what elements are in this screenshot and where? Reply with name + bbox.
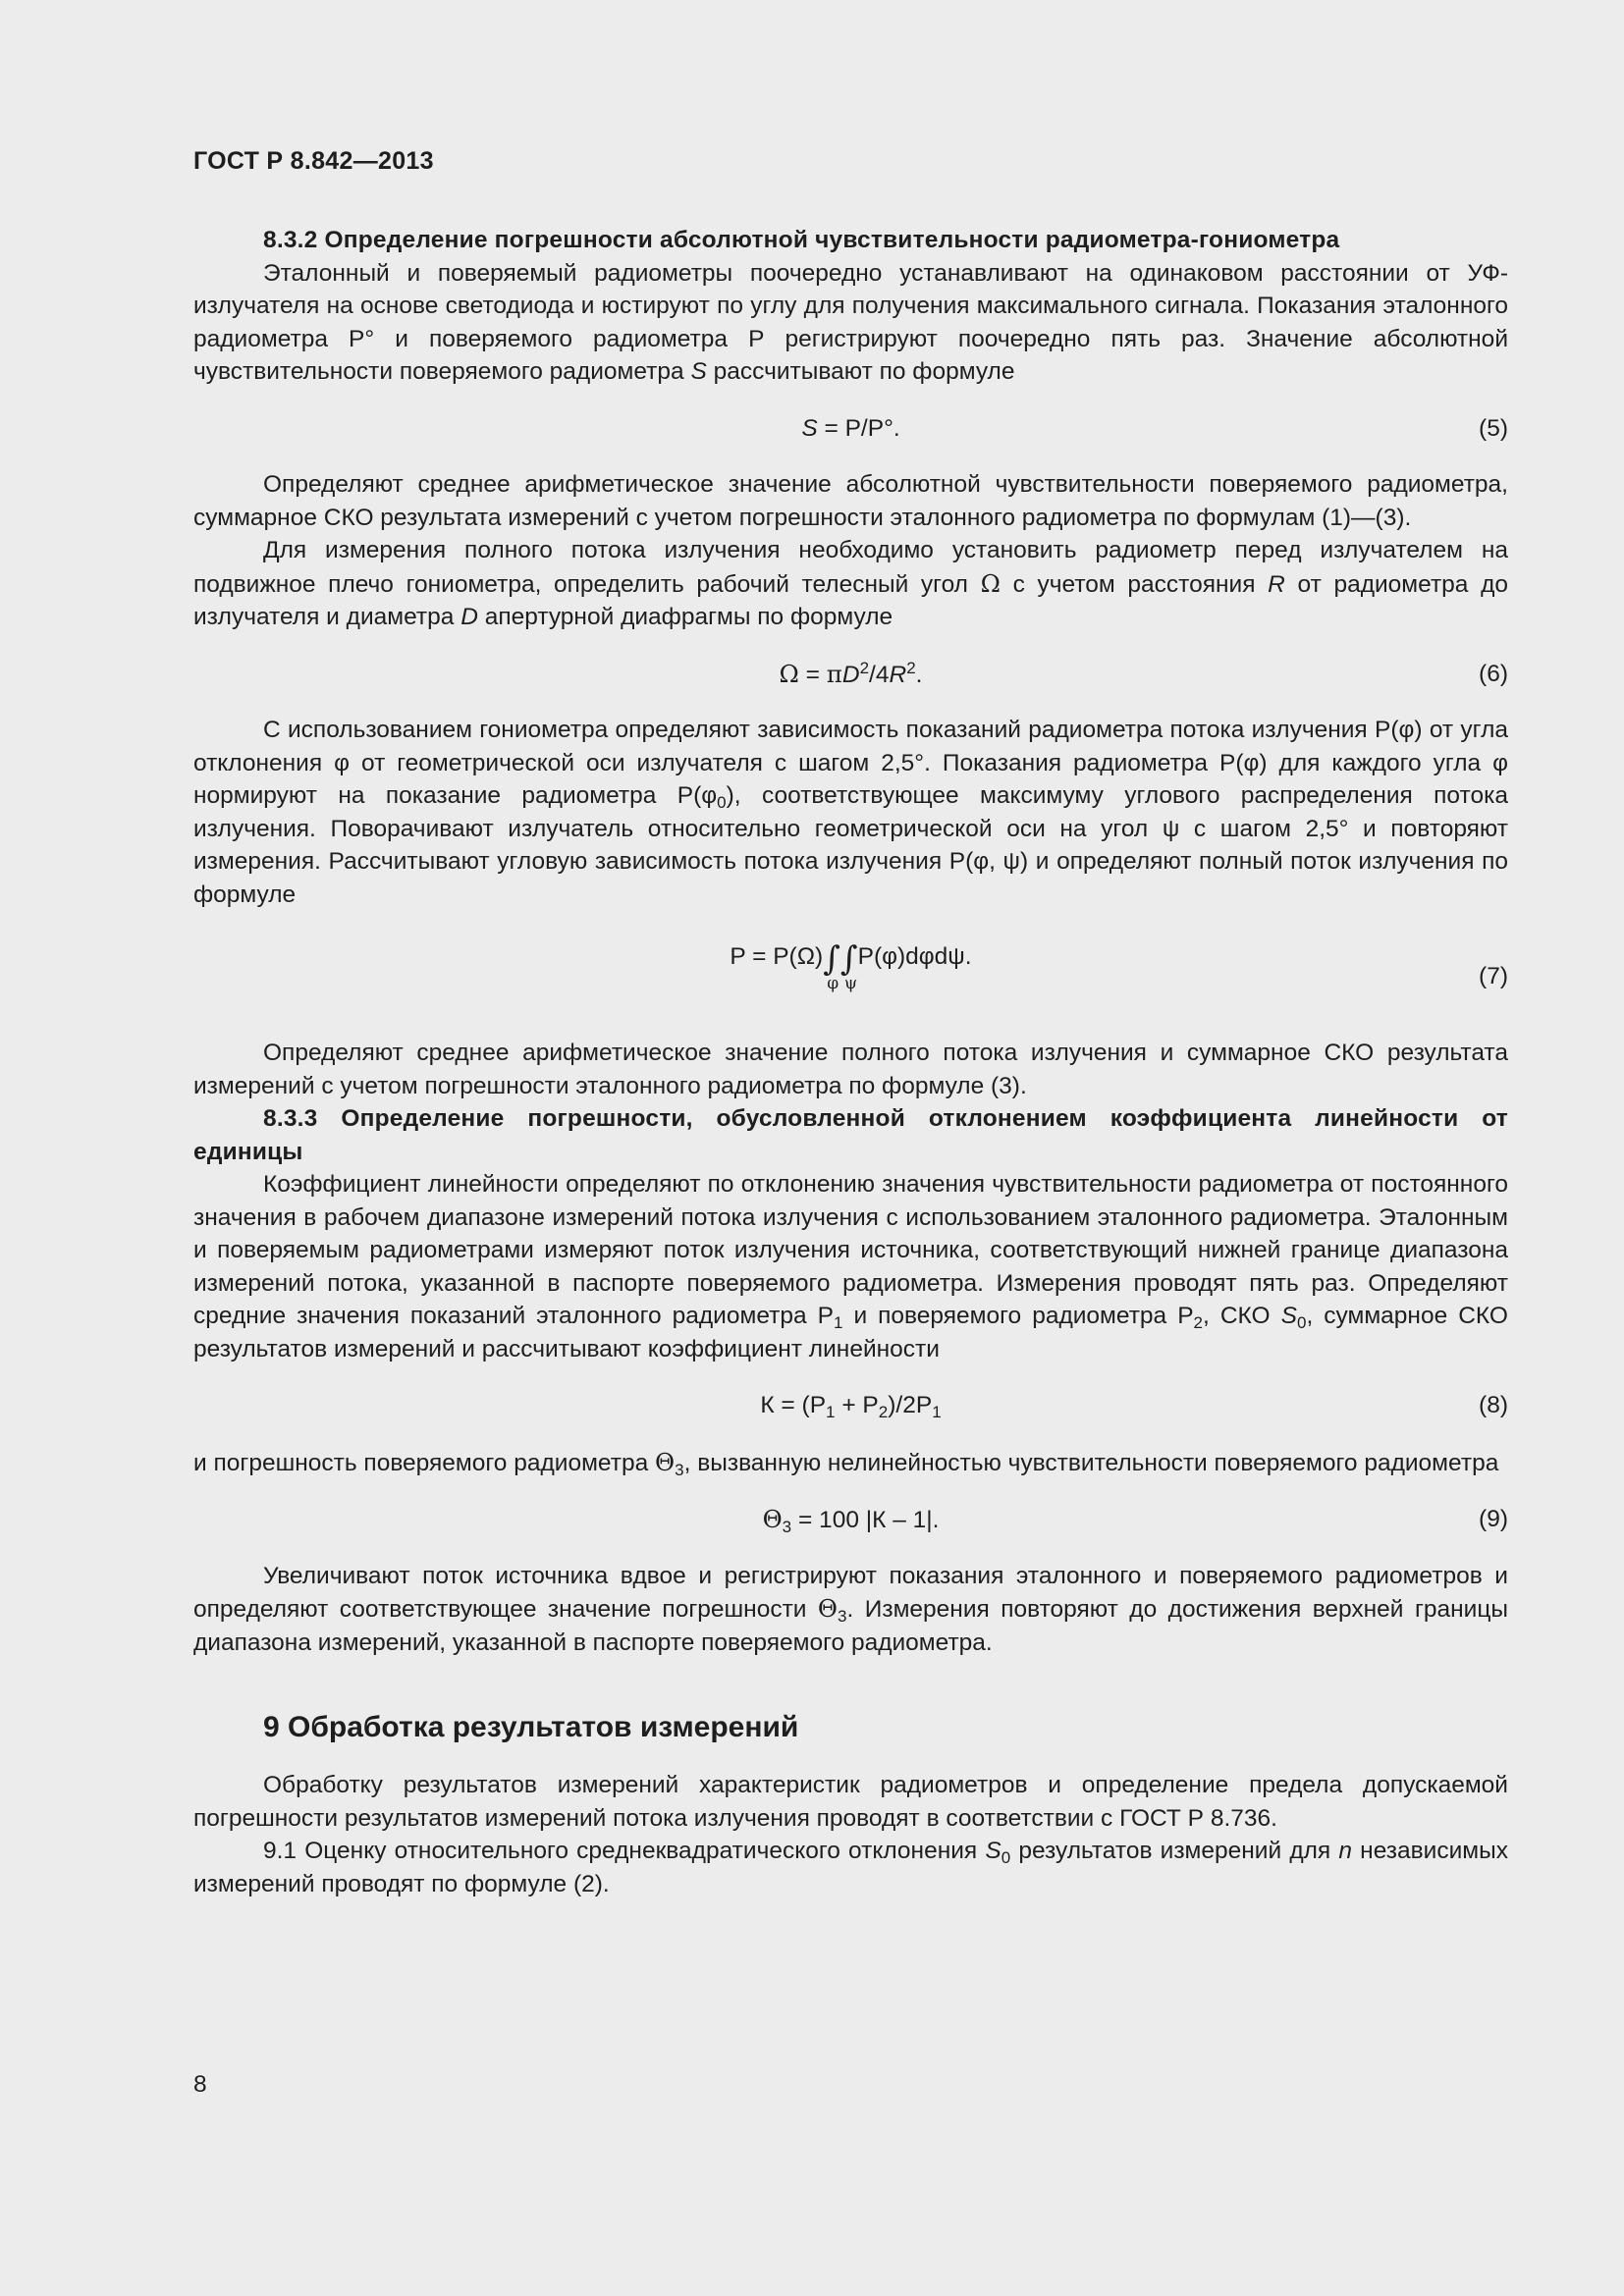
formula-6: $\Omega = \pi D^2/4R^2$. (6) (193, 658, 1508, 691)
document-body (193, 224, 1508, 1900)
document-code-header: ГОСТ Р 8.842—2013 (193, 147, 434, 175)
page-number: 8 (193, 2071, 207, 2098)
section-8-3-3-title: 8.3.3 Определение погрешности, обусловленной отклонением коэффициента линейности от единицы (193, 1105, 1508, 1165)
section-9-paragraph-1: Обработку результатов измерений характеристик радиометров и определение предела допускаемой погрешности результатов измерений потока излучения проводят в соответствии с ГОСТ Р 8.736. (193, 1772, 1508, 1832)
formula-7: P = P(Ω)∫ φ ∫ ψ P(φ)dφdψ. (7) (730, 939, 1508, 993)
section-8-3-2-title: 8.3.2 Определение погрешности абсолютной чувствительности радиометра-гониометра (263, 227, 1340, 253)
formula-9-number: (9) (1479, 1506, 1508, 1532)
formula-9: $\Theta_3 = 100$ |К – 1|. (9) (762, 1505, 1508, 1536)
formula-6-number: (6) (1479, 660, 1508, 687)
section-9-title: 9 Обработка результатов измерений (263, 1711, 799, 1743)
formula-5: S = Р/Р°. (5) (193, 412, 1508, 446)
section-8-3-2-paragraph-2: Определяют среднее арифметическое значение абсолютной чувствительности поверяемого радиометра, суммарное СКО результата измерений с учетом погрешности эталонного радиометра по формулам (1)—(3). (193, 471, 1508, 531)
section-8-3-3-paragraph-3: Увеличивают поток источника вдвое и регистрируют показания эталонного и поверяемого радиометров и определяют соответствующее значение погрешности $\Theta_3$. Измерения повторяют до достижения верхней границы диапазона измерений, указанной в паспорте поверяемого радиометра. (193, 1562, 1508, 1656)
formula-5-number: (5) (1479, 414, 1508, 442)
formula-7-number: (7) (1479, 963, 1508, 989)
section-8-3-2-paragraph-5: Определяют среднее арифметическое значение полного потока излучения и суммарное СКО результата измерений с учетом погрешности эталонного радиометра по формуле (3). (193, 1040, 1508, 1099)
section-8-3-2-paragraph-3: Для измерения полного потока излучения необходимо установить радиометр перед излучателем на подвижное плечо гониометра, определить рабочий телесный угол Ω с учетом расстояния R от радиометра до излучателя и диаметра D апертурной диафрагмы по формуле (193, 537, 1508, 630)
formula-8-number: (8) (1479, 1392, 1508, 1418)
section-8-3-2-paragraph-4: С использованием гониометра определяют зависимость показаний радиометра потока излучения Р(φ) от угла отклонения φ от геометрической оси излучателя с шагом 2,5°. Показания радиометра Р(φ) для каждого угла φ нормируют на показание радиометра $Р(\varphi_0)$, соответствующее максимуму углового распределения потока излучения. Поворачивают излучатель относительно геометрической оси на угол ψ с шагом 2,5° и повторяют измерения. Рассчитывают угловую зависимость потока излучения Р(φ, ψ) и определяют полный поток излучения по формуле (193, 717, 1508, 908)
section-8-3-2-paragraph-1: Эталонный и поверяемый радиометры поочередно устанавливают на одинаковом расстоянии от УФ-излучателя на основе светодиода и юстируют по углу для получения максимального сигнала. Показания эталонного радиометра Р° и поверяемого радиометра Р регистрируют поочередно пять раз. Значение абсолютной чувствительности поверяемого радиометра S рассчитывают по формуле (193, 259, 1508, 385)
section-8-3-3-paragraph-1: Коэффициент линейности определяют по отклонению значения чувствительности радиометра от постоянного значения в рабочем диапазоне измерений потока излучения с использованием эталонного радиометра. Эталонным и поверяемым радиометрами измеряют поток излучения источника, соответствующий нижней границе диапазона измерений потока, указанной в паспорте поверяемого радиометра. Измерения проводят пять раз. Определяют средние значения показаний эталонного радиометра $Р_1$ и поверяемого радиометра $Р_2$, СКО $S_0$, суммарное СКО результатов измерений и рассчитывают коэффициент линейности (193, 1171, 1508, 1362)
section-9-1-paragraph: 9.1 Оценку относительного среднеквадратического отклонения $S_0$ результатов измерений для n независимых измерений проводят по формуле (2). (193, 1838, 1508, 1897)
section-8-3-3-paragraph-2: и погрешность поверяемого радиометра $\Theta_3$, вызванную нелинейностью чувствительности поверяемого радиометра (193, 1447, 1499, 1479)
formula-8: $К = (Р_1 + Р_2)/2Р_1$ (8) (193, 1389, 1508, 1422)
